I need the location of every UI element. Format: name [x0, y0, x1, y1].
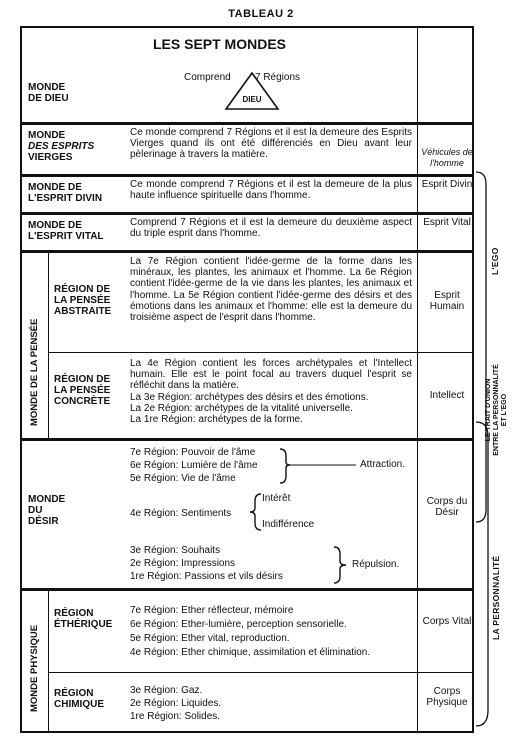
indifference-label: Indifférence [262, 519, 315, 530]
region-name-chimique: RÉGION CHIMIQUE [54, 688, 104, 710]
list-item: La 2e Région: archétypes de la vitalité universelle. [130, 403, 353, 415]
table-caption: TABLEAU 2 [228, 8, 294, 20]
ego-label: L'EGO [490, 247, 500, 275]
vehicle-corps-vital: Corps Vital [422, 616, 472, 627]
row-divider [22, 250, 472, 253]
dieu-comprend: Comprend [184, 72, 231, 83]
interet-label: Intérêt [262, 493, 291, 504]
dieu-regions: 7 Régions [255, 72, 301, 83]
list-item: 3e Région: Gaz. [130, 685, 203, 696]
list-item: 5e Région: Ether vital, reproduction. [130, 633, 290, 644]
attraction-label: Attraction. [360, 459, 406, 470]
abstraite-description: La 7e Région contient l'idée-germe de la forme dans les minéraux, les plantes, les animaux et l'homme. La 6e Région contient l'idée-germe de la vie dans les plantes, les animaux et l'homme. La 5e Région contient l'idée-germe des désirs et des émotions dans les animaux et l'homme: elle est la demeure du troisième aspect de l'esprit dans l'homme. [130, 256, 412, 324]
list-item: 6e Région: Ether-lumière, perception sensorielle. [130, 619, 347, 630]
list-item: 4e Région: Ether chimique, assimilation et élimination. [130, 647, 371, 658]
trait-union-label: LE TRAIT D'UNION ENTRE LA PERSONNALITÉ ET L'EGO [485, 364, 508, 456]
list-item: 7e Région: Pouvoir de l'âme [130, 447, 256, 458]
vehicle-corps-desir: Corps du Désir [426, 496, 468, 518]
vehicle-corps-physique: Corps Physique [426, 686, 468, 708]
world-name-divin: MONDE DE L'ESPRIT DIVIN [28, 182, 103, 204]
vehicle-esprit-humain: Esprit Humain [429, 290, 465, 312]
personnalite-label: LA PERSONNALITÉ [491, 555, 501, 640]
list-item: 2e Région: Impressions [130, 558, 236, 569]
list-item: 5e Région: Vie de l'âme [130, 473, 236, 484]
vehicle-esprit-vital: Esprit Vital [423, 217, 471, 228]
concrete-lines [130, 392, 412, 426]
world-name-pensee: MONDE DE LA PENSÉE [29, 318, 40, 426]
table-title: LES SEPT MONDES [152, 36, 287, 52]
list-item: 4e Région: Sentiments [130, 508, 232, 519]
pensee-world-divider [48, 250, 49, 438]
dieu-triangle-label: DIEU [242, 95, 262, 104]
physique-world-divider [48, 588, 49, 731]
vehicle-intellect: Intellect [429, 390, 465, 401]
world-name-vierges: MONDE DES ESPRITS VIERGES [28, 130, 95, 163]
concrete-description: La 4e Région contient les forces archétypales et l'Intellect humain. Elle est le point focal au travers duquel l'esprit se réfléchit dans la matière. [130, 358, 412, 392]
attraction-brace-icon [278, 446, 358, 486]
world-name-desir: MONDE DU DÉSIR [28, 494, 66, 527]
list-item: 7e Région: Ether réflecteur, mémoire [130, 605, 294, 616]
list-item: 3e Région: Souhaits [130, 545, 221, 556]
vehicle-column-divider [417, 28, 418, 731]
divin-description: Ce monde comprend 7 Régions et il est la demeure de la plus haute influence spirituelle dans l'homme. [130, 179, 412, 202]
seven-worlds-table [20, 26, 474, 733]
list-item: 6e Région: Lumière de l'âme [130, 460, 258, 471]
world-name-dieu: MONDE DE DIEU [28, 82, 69, 104]
repulsion-label: Répulsion. [352, 559, 400, 570]
row-divider [48, 672, 472, 673]
region-name-concrete: RÉGION DE LA PENSÉE CONCRÈTE [54, 374, 111, 407]
vital-description: Comprend 7 Régions et il est la demeure du deuxième aspect du triple esprit dans l'homme. [130, 217, 412, 240]
list-item: 1re Région: Solides. [130, 711, 221, 722]
list-item: La 3e Région: archétypes des désirs et des émotions. [130, 392, 369, 403]
vehicle-header: Véhicules de l'homme [421, 147, 473, 168]
row-divider [22, 588, 472, 591]
row-divider [22, 212, 472, 215]
list-item: La 1re Région: archétypes de la forme. [130, 414, 303, 426]
region-name-abstraite: RÉGION DE LA PENSÉE ABSTRAITE [54, 284, 112, 317]
vehicle-esprit-divin: Esprit Divin [421, 179, 473, 190]
row-divider [22, 438, 472, 441]
row-divider [48, 352, 472, 353]
repulsion-brace-icon [332, 545, 354, 585]
dieu-triangle-icon [222, 70, 282, 112]
region-name-etherique: RÉGION ÉTHÉRIQUE [54, 608, 113, 630]
list-item: 1re Région: Passions et vils désirs [130, 571, 283, 582]
world-name-physique: MONDE PHYSIQUE [29, 624, 40, 712]
row-divider [22, 122, 472, 125]
world-name-vital: MONDE DE L'ESPRIT VITAL [28, 220, 104, 242]
row-divider [22, 174, 472, 177]
list-item: 2e Région: Liquides. [130, 698, 222, 709]
vierges-description: Ce monde comprend 7 Régions et il est la demeure des Esprits Vierges quand ils ont été différenciés en Dieu avant leur pèlerinage à travers la matière. [130, 127, 412, 161]
